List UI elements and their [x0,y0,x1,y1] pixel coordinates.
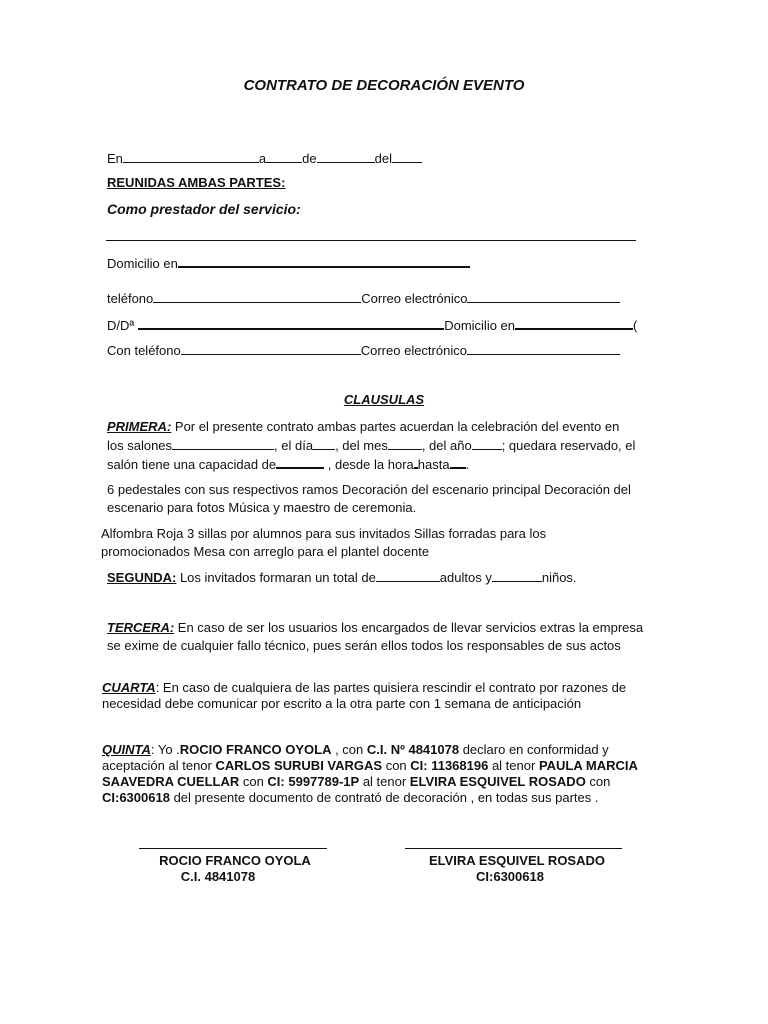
primera-period: . [465,457,470,472]
correo2-label: Correo electrónico [360,343,467,358]
items-line-1: 6 pedestales con sus respectivos ramos Decoración del escenario principal Decoración del [107,482,631,497]
quinta-line-3 [102,774,610,790]
cuarta-label: CUARTA [102,680,156,695]
con-telefono-label: Con teléfono [107,343,181,358]
quinta-con-2: con [382,758,411,773]
date-a-label: a [258,151,267,166]
quinta-name-1: ROCIO FRANCO OYOLA [179,742,332,757]
parties-heading: REUNIDAS AMBAS PARTES: [107,175,286,190]
quinta-ci-4: CI:6300618 [102,790,170,805]
quinta-yo: : Yo . [150,742,180,757]
provider-name-line[interactable] [106,240,636,241]
date-line [107,150,422,167]
correo-blank[interactable] [467,290,620,303]
dd-blank[interactable] [138,316,444,330]
capacidad-blank[interactable] [276,455,324,469]
domicilio-label: Domicilio en [107,256,178,271]
anio-blank[interactable] [472,437,502,450]
domicilio2-blank[interactable] [515,316,633,330]
quinta-name-4: ELVIRA ESQUIVEL ROSADO [409,774,586,789]
quinta-label: QUINTA [102,742,151,757]
paren-char: ( [633,318,638,333]
domicilio-line [107,254,470,272]
signature-name-2: ELVIRA ESQUIVEL ROSADO [428,853,605,868]
document-title: CONTRATO DE DECORACIÓN EVENTO [243,77,525,94]
quinta-name-2: CARLOS SURUBI VARGAS [215,758,383,773]
mes-blank[interactable] [388,437,422,450]
domicilio-blank[interactable] [178,254,470,268]
date-place-blank[interactable] [123,150,259,163]
quinta-ci-2: CI: 11368196 [410,758,489,773]
segunda-text-1: Los invitados formaran un total de [176,570,376,585]
primera-salones-label: los salones [107,438,173,453]
quinta-declaro: declaro en conformidad y [459,742,609,757]
date-month-blank[interactable] [317,150,375,163]
quinta-con-3: con [239,774,268,789]
primera-reservado-text: ; quedara reservado, el [501,438,636,453]
date-de-label: de [302,151,317,166]
con-telefono-blank[interactable] [181,342,361,355]
quinta-ci-1: C.I. Nº 4841078 [366,742,460,757]
primera-hasta-label: hasta [417,457,450,472]
quinta-ci-3: CI: 5997789-1P [267,774,360,789]
tercera-line-2: se exime de cualquier fallo técnico, pues serán ellos todos los responsables de sus actos [107,638,621,653]
dia-blank[interactable] [313,437,335,450]
signature-id-2: CI:6300618 [476,869,544,884]
tercera-line-1 [107,620,643,636]
adultos-blank[interactable] [376,569,440,582]
cuarta-line-2: necesidad debe comunicar por escrito a la otra parte con 1 semana de anticipación [102,696,582,711]
quinta-tenor-3: al tenor [359,774,410,789]
signature-id-1: C.I. 4841078 [180,869,256,884]
quinta-con-4: con [585,774,611,789]
tercera-label: TERCERA: [107,620,175,635]
quinta-closing: del presente documento de contrató de decoración , en todas sus partes . [169,790,599,805]
hasta-blank[interactable] [450,455,466,469]
quinta-line-4 [102,790,599,806]
items-line-4: promocionados Mesa con arreglo para el plantel docente [101,544,430,559]
primera-dia-label: , el día [274,438,314,453]
ninos-blank[interactable] [492,569,542,582]
segunda-line [107,569,577,586]
salones-blank[interactable] [172,437,274,450]
signature-line-2[interactable] [405,848,622,849]
telefono-blank[interactable] [153,290,361,303]
primera-label: PRIMERA: [107,419,172,434]
signature-line-1[interactable] [139,848,327,849]
quinta-tenor-2: al tenor [488,758,539,773]
correo2-blank[interactable] [467,342,620,355]
domicilio2-label: Domicilio en [444,318,516,333]
provider-heading: Como prestador del servicio: [107,201,301,217]
segunda-label: SEGUNDA: [107,570,177,585]
quinta-line-1 [102,742,609,758]
primera-hora-label: , desde la hora [324,457,414,472]
quinta-con-1: , con [331,742,367,757]
date-del-label: del [374,151,392,166]
quinta-name-3a: PAULA MARCIA [538,758,638,773]
signature-name-1: ROCIO FRANCO OYOLA [159,853,311,868]
cuarta-text-1: : En caso de cualquiera de las partes quisiera rescindir el contrato por razones de [155,680,627,695]
clauses-heading: CLAUSULAS [343,392,425,407]
primera-line-1 [107,419,619,435]
primera-anio-label: , del año [421,438,472,453]
date-year-blank[interactable] [392,150,422,163]
telefono-label: teléfono [107,291,154,306]
primera-text-1: Por el presente contrato ambas partes acuerdan la celebración del evento en [171,419,620,434]
segunda-text-3: niños. [541,570,577,585]
tercera-text-1: En caso de ser los usuarios los encargados de llevar servicios extras la empresa [174,620,644,635]
primera-line-2 [107,437,635,454]
dd-line [107,316,637,334]
dd-label: D/Dª [107,318,135,333]
telefono-line [107,290,620,307]
items-line-2: escenario para fotos Música y maestro de ceremonia. [107,500,417,515]
cuarta-line-1 [102,680,626,696]
correo-label: Correo electrónico [361,291,468,306]
date-day-blank[interactable] [266,150,302,163]
primera-mes-label: , del mes [335,438,388,453]
items-line-3: Alfombra Roja 3 sillas por alumnos para sus invitados Sillas forradas para los [101,526,547,541]
primera-line-3 [107,455,469,473]
segunda-text-2: adultos y [439,570,492,585]
quinta-aceptacion: aceptación al tenor [102,758,216,773]
quinta-line-2 [102,758,638,774]
date-en-label: En [107,151,123,166]
con-telefono-line [107,342,620,359]
primera-capacidad-label: salón tiene una capacidad de [107,457,277,472]
quinta-name-3b: SAAVEDRA CUELLAR [102,774,240,789]
